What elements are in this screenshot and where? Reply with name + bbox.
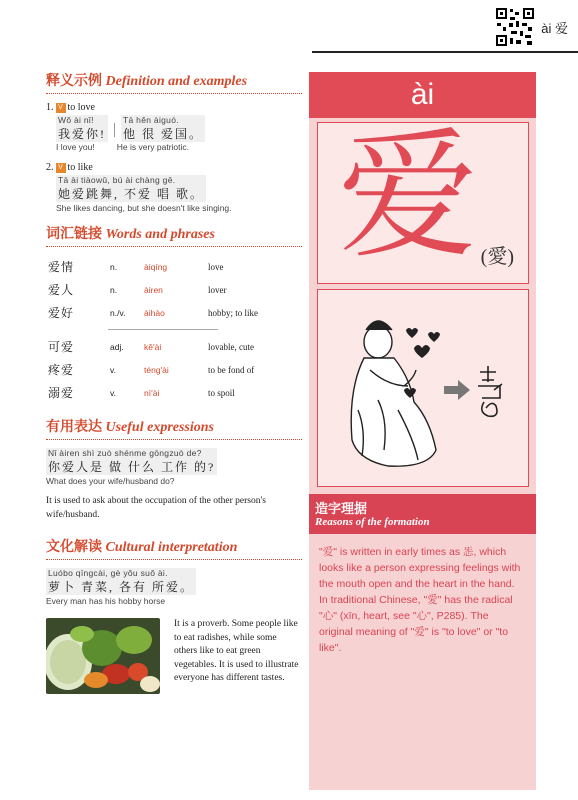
- example-english: She likes dancing, but she doesn't like singing.: [56, 203, 232, 213]
- word-english: love: [208, 261, 224, 272]
- section-useful-zh: 有用表达: [46, 420, 102, 435]
- example-block: [56, 175, 206, 202]
- section-useful-en: Useful expressions: [105, 420, 215, 435]
- word-pinyin: kě'ài: [144, 341, 162, 352]
- section-definition-en: Definition and examples: [105, 74, 248, 89]
- verb-tag: V: [56, 163, 66, 173]
- header-pinyin-char: ài 爱: [541, 20, 568, 36]
- words-table: [48, 255, 258, 404]
- definition-examples-1: [56, 115, 302, 142]
- word-pos: adj.: [110, 341, 124, 352]
- definition-item-2: [46, 162, 302, 173]
- example-block: [121, 115, 205, 142]
- cultural-english: Every man has his hobby horse: [46, 596, 166, 606]
- section-definition-heading: [46, 70, 302, 94]
- definition-meaning: to love: [67, 102, 95, 113]
- example-hanzi: 她爱跳舞, 不爱 唱 歌。: [58, 187, 205, 201]
- table-row: [48, 381, 258, 404]
- table-row: [48, 255, 258, 278]
- word-hanzi: 爱情: [48, 260, 75, 274]
- page-header: [495, 6, 568, 48]
- word-pinyin: àiren: [144, 284, 163, 295]
- word-pos: n.: [110, 261, 118, 272]
- definition-meaning: to like: [67, 162, 93, 173]
- divider: [108, 329, 218, 330]
- word-english: to spoil: [208, 387, 235, 398]
- word-hanzi: 溺爱: [48, 386, 75, 400]
- example-divider: [114, 123, 115, 137]
- reasons-paragraph: "爱" is written in early times as 㤅, which looks like a person expressing feelings with the mouth open and the heart in the hand. In traditional Chinese, "愛" has the radical "心" (xīn, heart, see "心", P285). The original meaning of "爱" is "to love" or "to like".: [319, 546, 521, 654]
- word-pos: n./v.: [110, 307, 126, 318]
- word-hanzi: 爱人: [48, 283, 75, 297]
- example-english: I love you!: [56, 142, 95, 152]
- example-pinyin: Tā ài tiàowǔ, bú ài chàng gē.: [58, 175, 176, 185]
- useful-paragraph: It is used to ask about the occupation of the other person's wife/husband.: [46, 496, 266, 520]
- definition-num: 2.: [46, 162, 54, 173]
- cultural-example: [46, 568, 196, 595]
- word-hanzi: 爱好: [48, 306, 75, 320]
- character-box: [317, 115, 529, 284]
- verb-tag: V: [56, 103, 66, 113]
- definition-item-1: [46, 102, 302, 113]
- character-panel: [309, 72, 536, 790]
- qr-code-icon: [495, 7, 535, 47]
- section-words-heading: [46, 223, 302, 247]
- section-cultural-en: Cultural interpretation: [105, 540, 238, 555]
- word-english: lover: [208, 284, 227, 295]
- definition-num: 1.: [46, 102, 54, 113]
- section-useful-heading: [46, 416, 302, 440]
- cultural-paragraph: It is a proverb. Some people like to eat radishes, while some others like to eat green vegetables. It is used to illustrate everyone has different tastes.: [174, 619, 299, 683]
- table-row: [48, 358, 258, 381]
- table-row: [48, 278, 258, 301]
- cultural-body: [46, 618, 302, 698]
- reasons-heading-en: Reasons of the formation: [315, 516, 430, 528]
- example-hanzi: 他 很 爱国。: [123, 127, 204, 141]
- header-rule: [312, 51, 578, 53]
- word-pos: n.: [110, 284, 118, 295]
- table-row: [48, 335, 258, 358]
- panel-pinyin: ài: [309, 72, 536, 118]
- definition-translations-1: [56, 142, 302, 152]
- cultural-pinyin: Luóbo qīngcài, gè yǒu suǒ ài.: [48, 568, 168, 578]
- word-pinyin: téng'ài: [144, 364, 169, 375]
- left-column: [46, 70, 302, 698]
- section-words-en: Words and phrases: [105, 227, 215, 242]
- reasons-heading-zh: 造字理据: [315, 501, 368, 516]
- section-definition-zh: 释义示例: [46, 74, 102, 89]
- section-cultural-zh: 文化解读: [46, 540, 102, 555]
- word-pos: v.: [110, 364, 116, 375]
- useful-example: [46, 448, 217, 475]
- traditional-character: (愛): [480, 246, 514, 268]
- cultural-hanzi: 萝卜 青菜, 各有 所爱。: [48, 580, 195, 594]
- useful-english: What does your wife/husband do?: [46, 476, 175, 486]
- word-hanzi: 疼爱: [48, 363, 75, 377]
- example-block: [56, 115, 108, 142]
- example-hanzi: 我爱你!: [58, 127, 106, 141]
- example-pinyin: Wǒ ài nǐ!: [58, 115, 94, 125]
- word-english: to be fond of: [208, 364, 255, 375]
- word-pinyin: nì'ài: [144, 387, 160, 398]
- section-cultural-heading: [46, 536, 302, 560]
- figure-illustration: [318, 290, 528, 486]
- word-english: hobby; to like: [208, 307, 258, 318]
- big-character: 爱: [338, 115, 479, 278]
- vegetables-image: [46, 618, 160, 694]
- word-hanzi: 可爱: [48, 340, 75, 354]
- useful-pinyin: Nǐ àiren shì zuò shénme gōngzuò de?: [48, 448, 202, 458]
- word-pinyin: àihào: [144, 307, 165, 318]
- reasons-heading-bar: [309, 494, 536, 534]
- table-row: [48, 301, 258, 324]
- table-separator: [48, 324, 258, 335]
- definition-examples-2: [56, 175, 302, 213]
- useful-hanzi: 你爱人是 做 什么 工作 的?: [48, 460, 216, 474]
- word-pinyin: àiqíng: [144, 261, 168, 272]
- etymology-illustration: [317, 289, 529, 487]
- example-pinyin: Tā hěn àiguó.: [123, 115, 179, 125]
- section-words-zh: 词汇链接: [46, 227, 102, 242]
- example-english: He is very patriotic.: [116, 142, 190, 152]
- word-pos: v.: [110, 387, 116, 398]
- word-english: lovable, cute: [208, 341, 254, 352]
